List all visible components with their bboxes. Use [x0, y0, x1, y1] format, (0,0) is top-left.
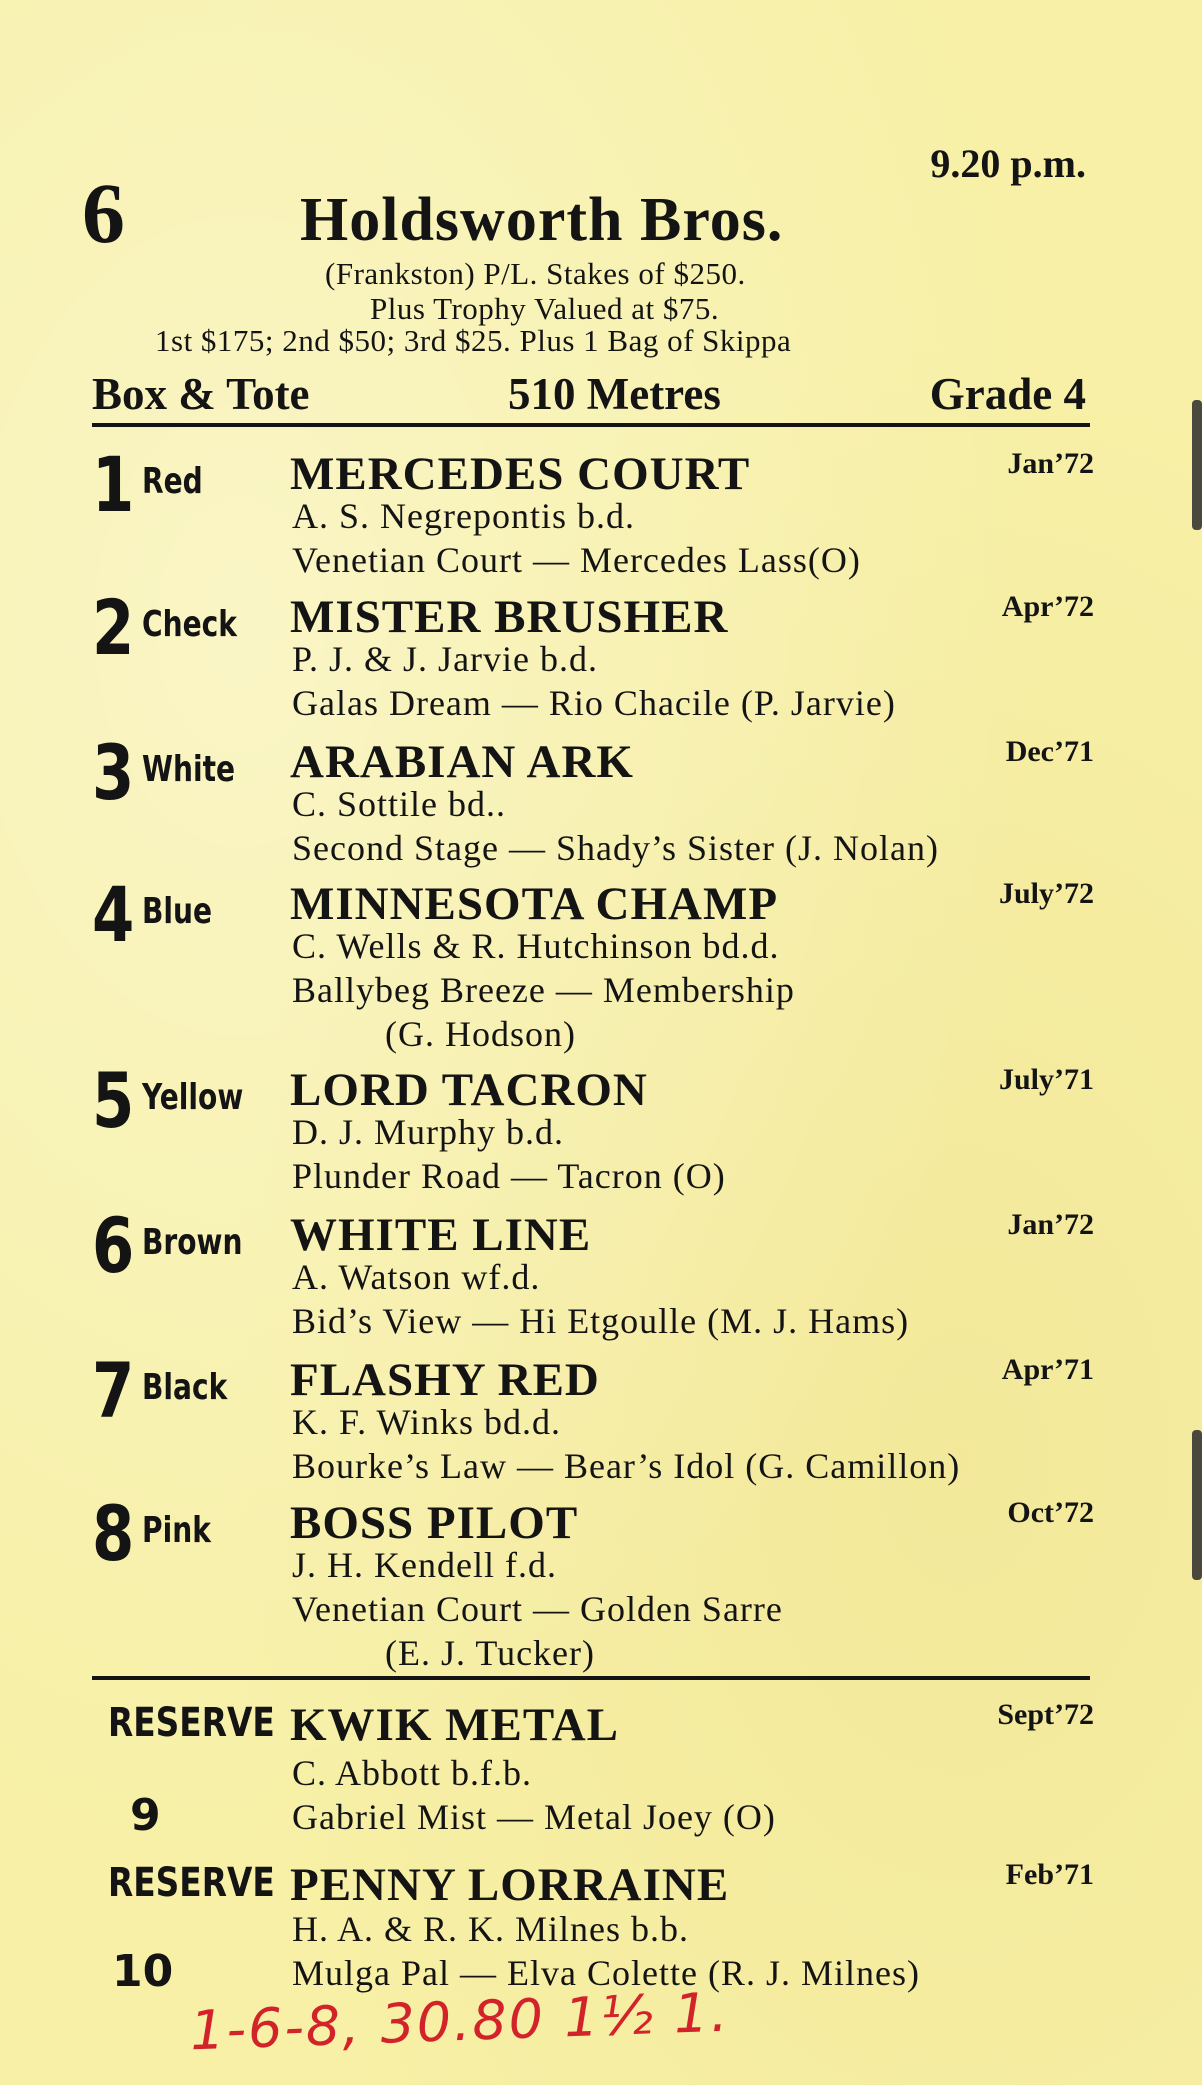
- reserve-number: 10: [112, 1946, 174, 1997]
- breeding-line: Galas Dream — Rio Chacile (P. Jarvie): [292, 683, 896, 723]
- whelped-date: July’71: [998, 1063, 1094, 1096]
- breeding-line: Second Stage — Shady’s Sister (J. Nolan): [292, 828, 939, 868]
- whelped-date: Feb’71: [1005, 1858, 1094, 1891]
- greyhound-name: ARABIAN ARK: [290, 736, 634, 788]
- breeding-line: Bourke’s Law — Bear’s Idol (G. Camillon): [292, 1446, 961, 1486]
- reserve-label: RESERVE: [108, 1700, 275, 1746]
- box-color-label: Brown: [142, 1222, 243, 1263]
- header-divider: [92, 423, 1090, 427]
- owner-line: D. J. Murphy b.d.: [292, 1112, 565, 1152]
- race-sponsor-title: Holdsworth Bros.: [300, 186, 784, 254]
- owner-line: C. Wells & R. Hutchinson bd.d.: [292, 926, 780, 966]
- sponsor-subline-2: Plus Trophy Valued at $75.: [370, 291, 720, 326]
- race-number: 6: [82, 165, 125, 261]
- sponsor-subline-1: (Frankston) P/L. Stakes of $250.: [325, 256, 746, 291]
- whelped-date: Apr’72: [1001, 590, 1094, 623]
- box-number: 8: [92, 1489, 135, 1578]
- breeding-line: Bid’s View — Hi Etgoulle (M. J. Hams): [292, 1301, 910, 1341]
- greyhound-name: WHITE LINE: [290, 1209, 592, 1261]
- whelped-date: Apr’71: [1001, 1353, 1094, 1386]
- box-color-label: Check: [142, 604, 237, 645]
- breeding-line: Plunder Road — Tacron (O): [292, 1156, 726, 1196]
- greyhound-name: MISTER BRUSHER: [290, 591, 729, 643]
- box-number: 1: [92, 440, 135, 529]
- box-color-label: Red: [142, 461, 203, 502]
- owner-line: H. A. & R. K. Milnes b.b.: [292, 1909, 690, 1949]
- owner-line: P. J. & J. Jarvie b.d.: [292, 639, 599, 679]
- box-number: 6: [92, 1201, 135, 1290]
- staple-mark: [1192, 400, 1202, 530]
- greyhound-name: MERCEDES COURT: [290, 448, 751, 500]
- race-time: 9.20 p.m.: [930, 141, 1086, 186]
- greyhound-name: KWIK METAL: [290, 1699, 620, 1751]
- greyhound-name: PENNY LORRAINE: [290, 1859, 730, 1911]
- owner-line: J. H. Kendell f.d.: [292, 1545, 557, 1585]
- greyhound-name: MINNESOTA CHAMP: [290, 878, 779, 930]
- trainer-line: (E. J. Tucker): [385, 1633, 595, 1673]
- box-color-label: Black: [142, 1367, 228, 1408]
- whelped-date: Jan’72: [1007, 447, 1094, 480]
- box-color-label: White: [142, 749, 236, 790]
- greyhound-name: FLASHY RED: [290, 1354, 600, 1406]
- box-color-label: Pink: [142, 1510, 211, 1551]
- staple-mark: [1192, 1430, 1202, 1580]
- box-color-label: Blue: [142, 891, 213, 932]
- reserve-label: RESERVE: [108, 1860, 275, 1906]
- whelped-date: Dec’71: [1005, 735, 1094, 768]
- breeding-line: Gabriel Mist — Metal Joey (O): [292, 1797, 776, 1837]
- breeding-line: Ballybeg Breeze — Membership: [292, 970, 795, 1010]
- prize-money-line: 1st $175; 2nd $50; 3rd $25. Plus 1 Bag of Skippa: [155, 323, 792, 358]
- reserve-divider: [92, 1676, 1090, 1680]
- breeding-line: Mulga Pal — Elva Colette (R. J. Milnes): [292, 1953, 920, 1993]
- race-distance: 510 Metres: [508, 369, 721, 419]
- reserve-number: 9: [130, 1790, 161, 1841]
- box-number: 3: [92, 728, 135, 817]
- owner-line: K. F. Winks bd.d.: [292, 1402, 562, 1442]
- handwritten-result: 1-6-8, 30.80 1½ 1.: [189, 1980, 731, 2063]
- owner-line: A. Watson wf.d.: [292, 1257, 541, 1297]
- whelped-date: Oct’72: [1007, 1496, 1094, 1529]
- owner-line: C. Abbott b.f.b.: [292, 1753, 533, 1793]
- greyhound-name: BOSS PILOT: [290, 1497, 579, 1549]
- breeding-line: Venetian Court — Golden Sarre: [292, 1589, 783, 1629]
- owner-line: C. Sottile bd..: [292, 784, 507, 824]
- trainer-line: (G. Hodson): [385, 1014, 576, 1054]
- whelped-date: July’72: [998, 877, 1094, 910]
- box-number: 2: [92, 583, 135, 672]
- greyhound-name: LORD TACRON: [290, 1064, 648, 1116]
- box-number: 5: [92, 1056, 135, 1145]
- box-number: 7: [92, 1346, 135, 1435]
- race-grade: Grade 4: [929, 369, 1086, 419]
- owner-line: A. S. Negrepontis b.d.: [292, 496, 635, 536]
- box-color-label: Yellow: [142, 1077, 244, 1118]
- box-number: 4: [92, 870, 135, 959]
- whelped-date: Sept’72: [997, 1698, 1094, 1731]
- whelped-date: Jan’72: [1007, 1208, 1094, 1241]
- breeding-line: Venetian Court — Mercedes Lass(O): [292, 540, 861, 580]
- race-type: Box & Tote: [92, 369, 310, 419]
